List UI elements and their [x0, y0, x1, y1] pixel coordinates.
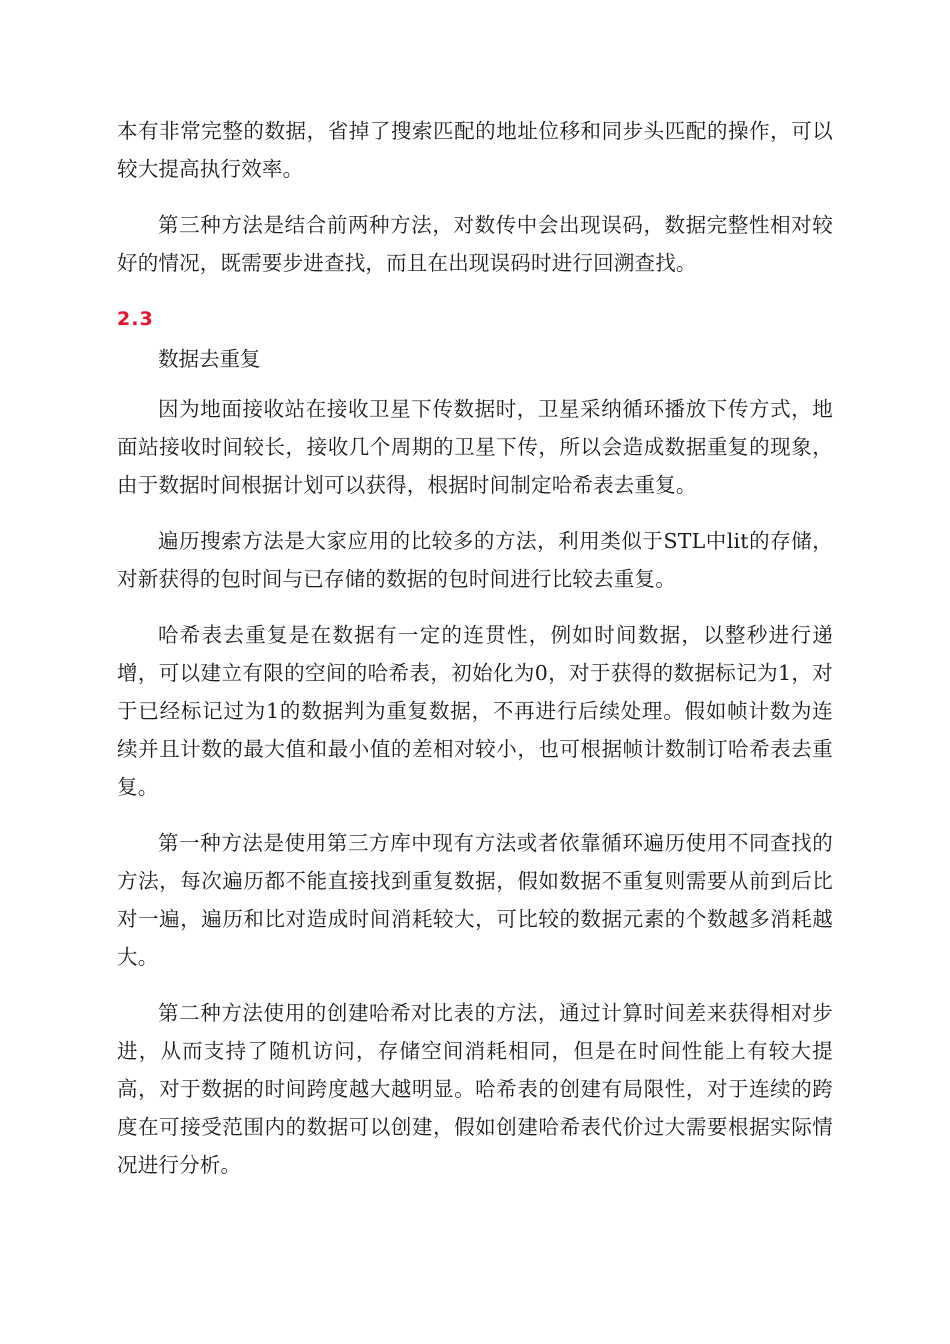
document-page — [117, 112, 833, 1202]
paragraph-hash: 哈希表去重复是在数据有一定的连贯性，例如时间数据，以整秒进行递增，可以建立有限的空间的哈希表，初始化为0，对于获得的数据标记为1，对于已经标记过为1的数据判为重复数据，不再进行后续处理。假如帧计数为连续并且计数的最大值和最小值的差相对较小，也可根据帧计数制订哈希表去重复。 — [117, 623, 833, 799]
paragraph-method2: 第二种方法使用的创建哈希对比表的方法，通过计算时间差来获得相对步进，从而支持了随机访问，存储空间消耗相同，但是在时间性能上有较大提高，对于数据的时间跨度越大越明显。哈希表的创建有局限性，对于连续的跨度在可接受范围内的数据可以创建，假如创建哈希表代价过大需要根据实际情况进行分析。 — [117, 1001, 833, 1177]
paragraph-method1: 第一种方法是使用第三方库中现有方法或者依靠循环遍历使用不同查找的方法，每次遍历都不能直接找到重复数据，假如数据不重复则需要从前到后比对一遍，遍历和比对造成时间消耗较大，可比较的数据元素的个数越多消耗越大。 — [117, 831, 833, 969]
paragraph-method3-search: 第三种方法是结合前两种方法，对数传中会出现误码，数据完整性相对较好的情况，既需要步进查找，而且在出现误码时进行回溯查找。 — [117, 213, 833, 275]
paragraph-continued: 本有非常完整的数据，省掉了搜索匹配的地址位移和同步头匹配的操作，可以较大提高执行效率。 — [117, 119, 833, 181]
paragraph-reason: 因为地面接收站在接收卫星下传数据时，卫星采纳循环播放下传方式，地面站接收时间较长，接收几个周期的卫星下传，所以会造成数据重复的现象，由于数据时间根据计划可以获得，根据时间制定哈希表去重复。 — [117, 397, 833, 497]
paragraph-traverse: 遍历搜索方法是大家应用的比较多的方法，利用类似于STL中lit的存储，对新获得的包时间与已存储的数据的包时间进行比较去重复。 — [117, 529, 833, 591]
section-number: 2.3 — [117, 308, 154, 330]
section-title: 数据去重复 — [158, 347, 261, 371]
